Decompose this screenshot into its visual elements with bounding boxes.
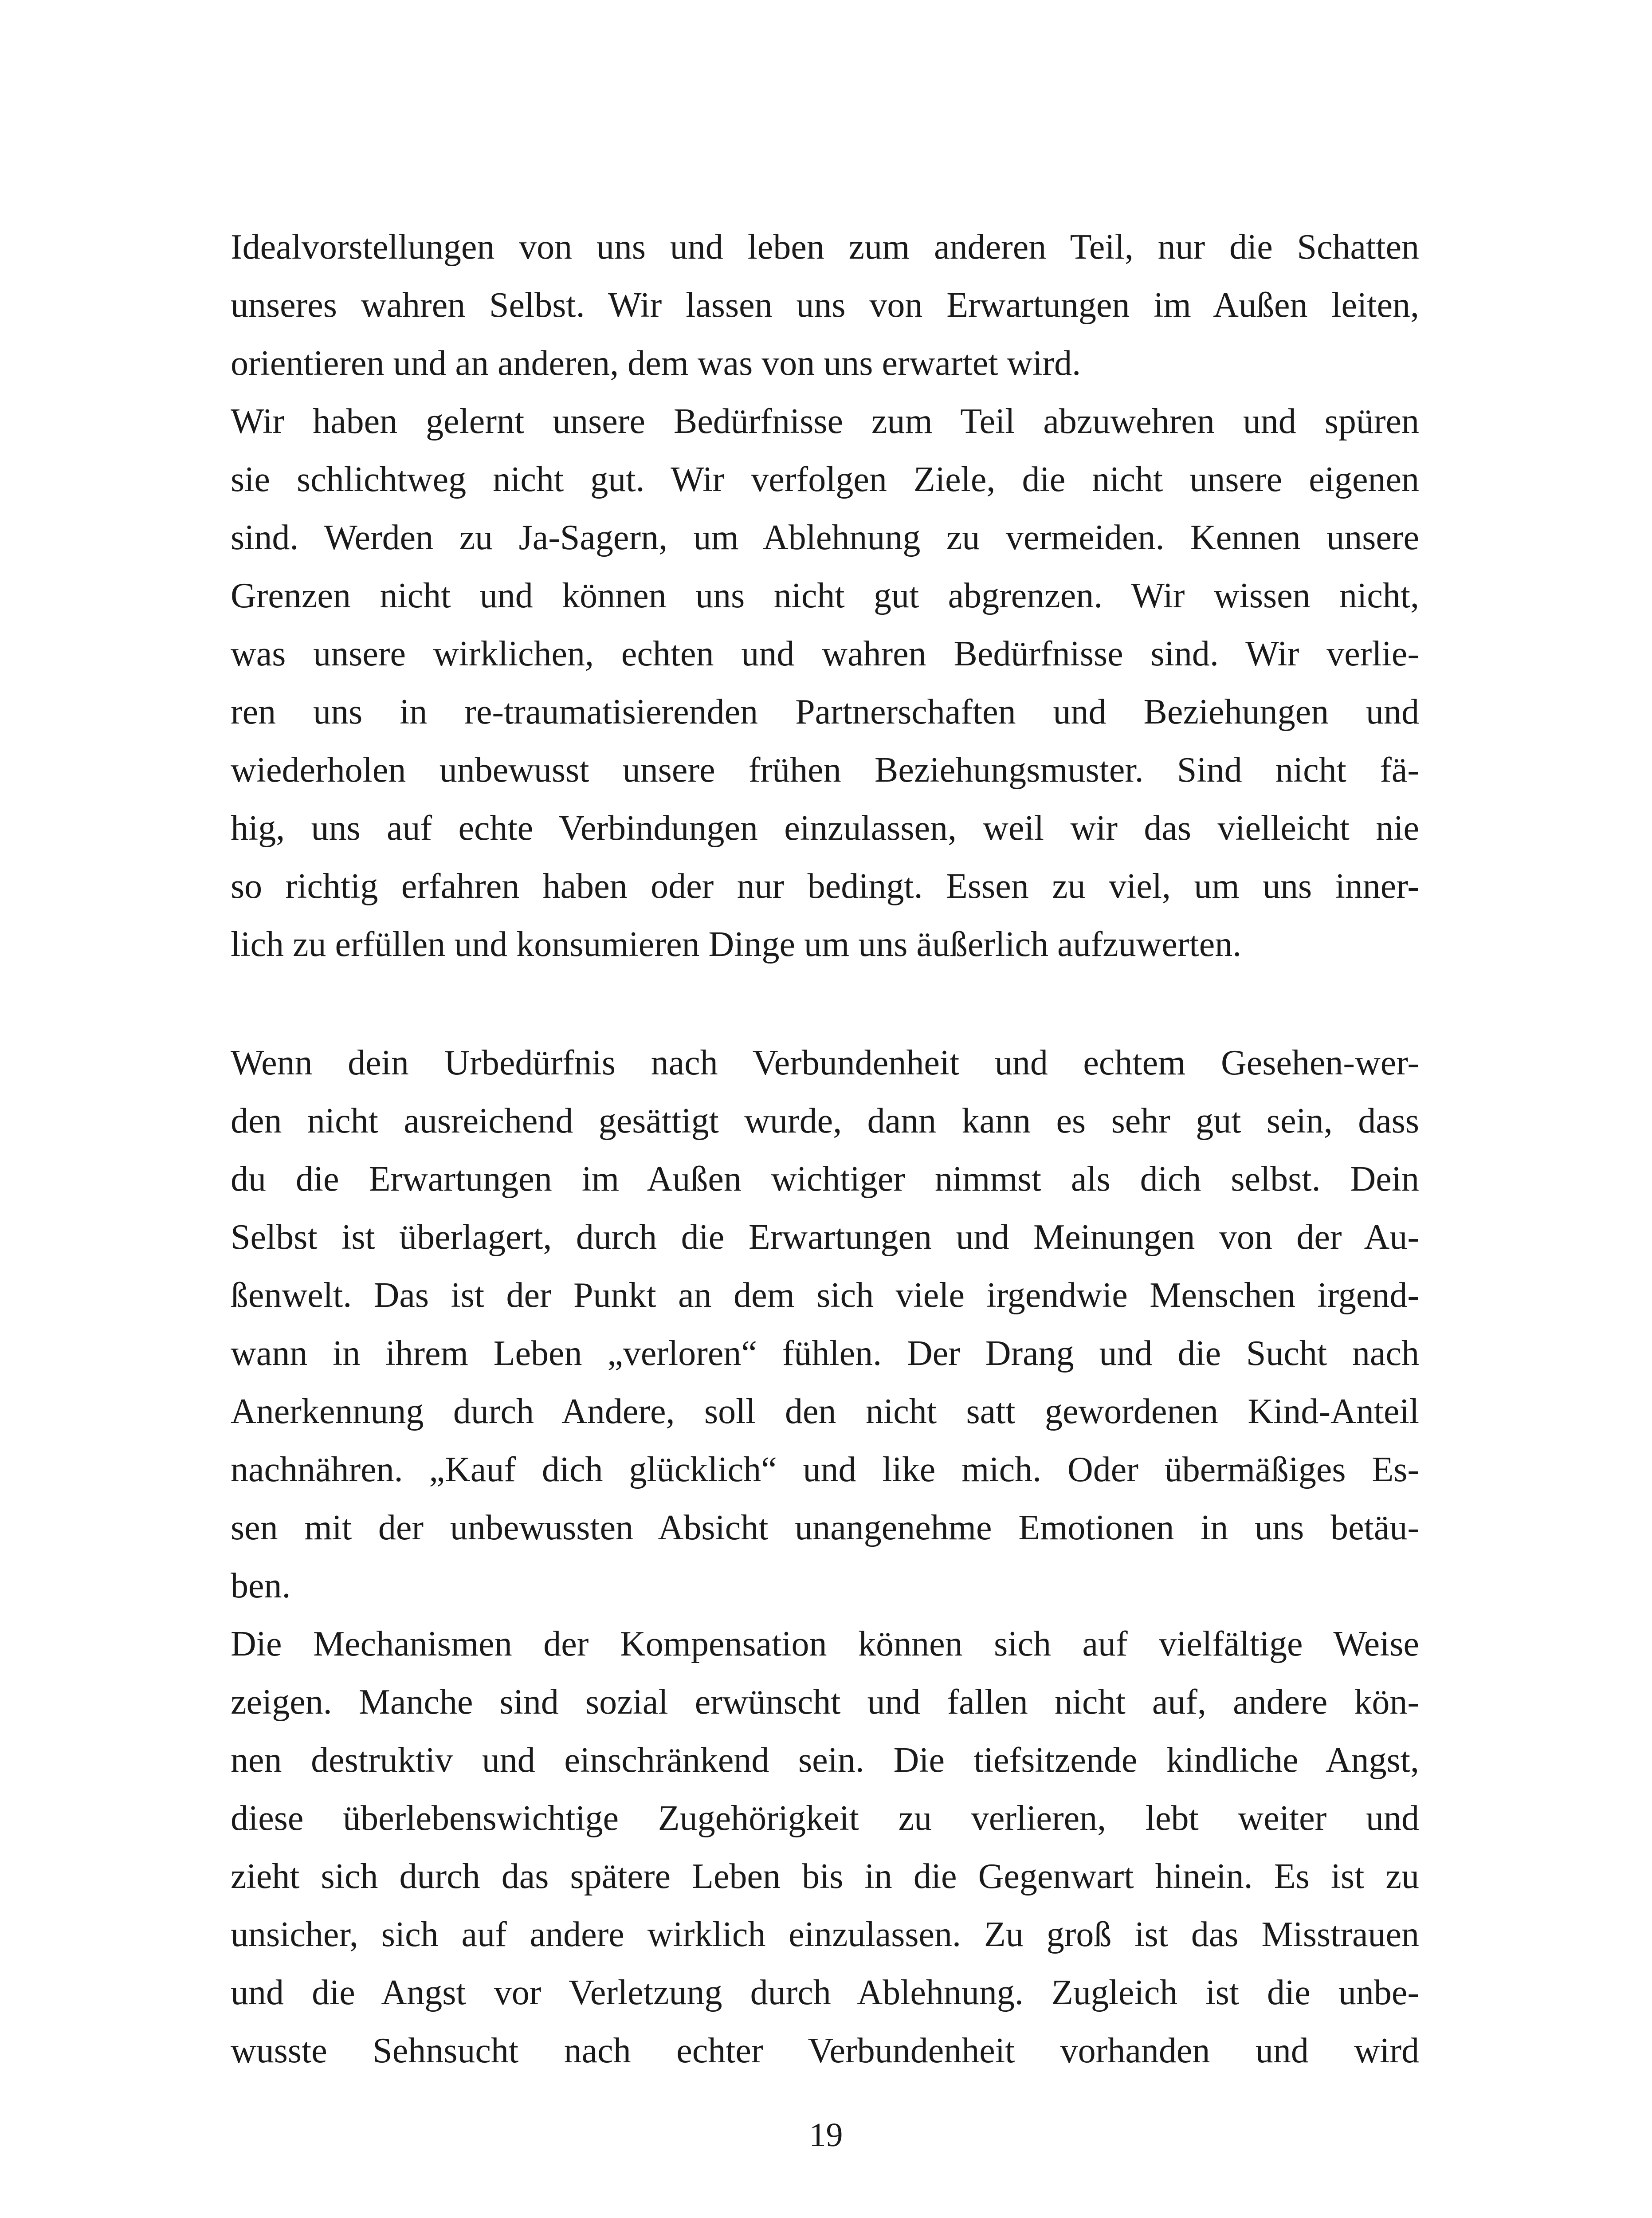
text-line: Anerkennung durch Andere, soll den nicht satt gewordenen Kind-Anteil (231, 1392, 1419, 1431)
text-line: orientieren und an anderen, dem was von uns erwartet wird. (231, 344, 1081, 383)
text-line: nen destruktiv und einschränkend sein. Die tiefsitzende kindliche Angst, (231, 1741, 1419, 1780)
text-line: Grenzen nicht und können uns nicht gut abgrenzen. Wir wissen nicht, (231, 576, 1419, 615)
paragraph-4 (231, 1615, 1419, 2080)
text-line: zieht sich durch das spätere Leben bis in die Gegenwart hinein. Es ist zu (231, 1857, 1419, 1896)
text-line: sind. Werden zu Ja-Sagern, um Ablehnung zu vermeiden. Kennen unsere (231, 518, 1419, 557)
text-line: wann in ihrem Leben „verloren“ fühlen. Der Drang und die Sucht nach (231, 1334, 1419, 1373)
paragraph-1 (231, 218, 1419, 393)
text-line: ßenwelt. Das ist der Punkt an dem sich viele irgendwie Menschen irgend- (231, 1276, 1419, 1315)
text-line: lich zu erfüllen und konsumieren Dinge um uns äußerlich aufzuwerten. (231, 925, 1242, 964)
text-section-1 (231, 218, 1419, 974)
text-line: unseres wahren Selbst. Wir lassen uns von Erwartungen im Außen leiten, (231, 286, 1419, 325)
text-line: diese überlebenswichtige Zugehörigkeit zu verlieren, lebt weiter und (231, 1799, 1419, 1838)
text-line: Die Mechanismen der Kompensation können sich auf vielfältige Weise (231, 1624, 1419, 1664)
text-line: zeigen. Manche sind sozial erwünscht und fallen nicht auf, andere kön- (231, 1683, 1419, 1722)
text-line: Selbst ist überlagert, durch die Erwartungen und Meinungen von der Au- (231, 1218, 1419, 1257)
text-line: was unsere wirklichen, echten und wahren Bedürfnisse sind. Wir verlie- (231, 634, 1419, 673)
text-line: und die Angst vor Verletzung durch Ablehnung. Zugleich ist die unbe- (231, 1973, 1419, 2012)
text-line: nachnähren. „Kauf dich glücklich“ und like mich. Oder übermäßiges Es- (231, 1450, 1419, 1489)
page-number: 19 (809, 2116, 843, 2154)
text-line: sen mit der unbewussten Absicht unangenehme Emotionen in uns betäu- (231, 1508, 1419, 1547)
text-line: unsicher, sich auf andere wirklich einzulassen. Zu groß ist das Misstrauen (231, 1915, 1419, 1954)
text-line: hig, uns auf echte Verbindungen einzulassen, weil wir das vielleicht nie (231, 809, 1419, 848)
text-line: Wenn dein Urbedürfnis nach Verbundenheit und echtem Gesehen-wer- (231, 1043, 1419, 1082)
text-line: Wir haben gelernt unsere Bedürfnisse zum Teil abzuwehren und spüren (231, 402, 1419, 441)
text-line: Idealvorstellungen von uns und leben zum anderen Teil, nur die Schatten (231, 228, 1419, 267)
text-line: den nicht ausreichend gesättigt wurde, dann kann es sehr gut sein, dass (231, 1101, 1419, 1140)
text-line: ben. (231, 1566, 291, 1605)
text-line: ren uns in re-traumatisierenden Partnerschaften und Beziehungen und (231, 692, 1419, 731)
text-line: wusste Sehnsucht nach echter Verbundenheit vorhanden und wird (231, 2031, 1419, 2070)
text-section-2 (231, 1034, 1419, 2080)
text-line: sie schlichtweg nicht gut. Wir verfolgen Ziele, die nicht unsere eigenen (231, 460, 1419, 499)
text-line: du die Erwartungen im Außen wichtiger nimmst als dich selbst. Dein (231, 1160, 1419, 1199)
paragraph-2 (231, 393, 1419, 974)
paragraph-3 (231, 1034, 1419, 1615)
text-line: wiederholen unbewusst unsere frühen Beziehungsmuster. Sind nicht fä- (231, 751, 1419, 790)
text-line: so richtig erfahren haben oder nur bedingt. Essen zu viel, um uns inner- (231, 867, 1419, 906)
